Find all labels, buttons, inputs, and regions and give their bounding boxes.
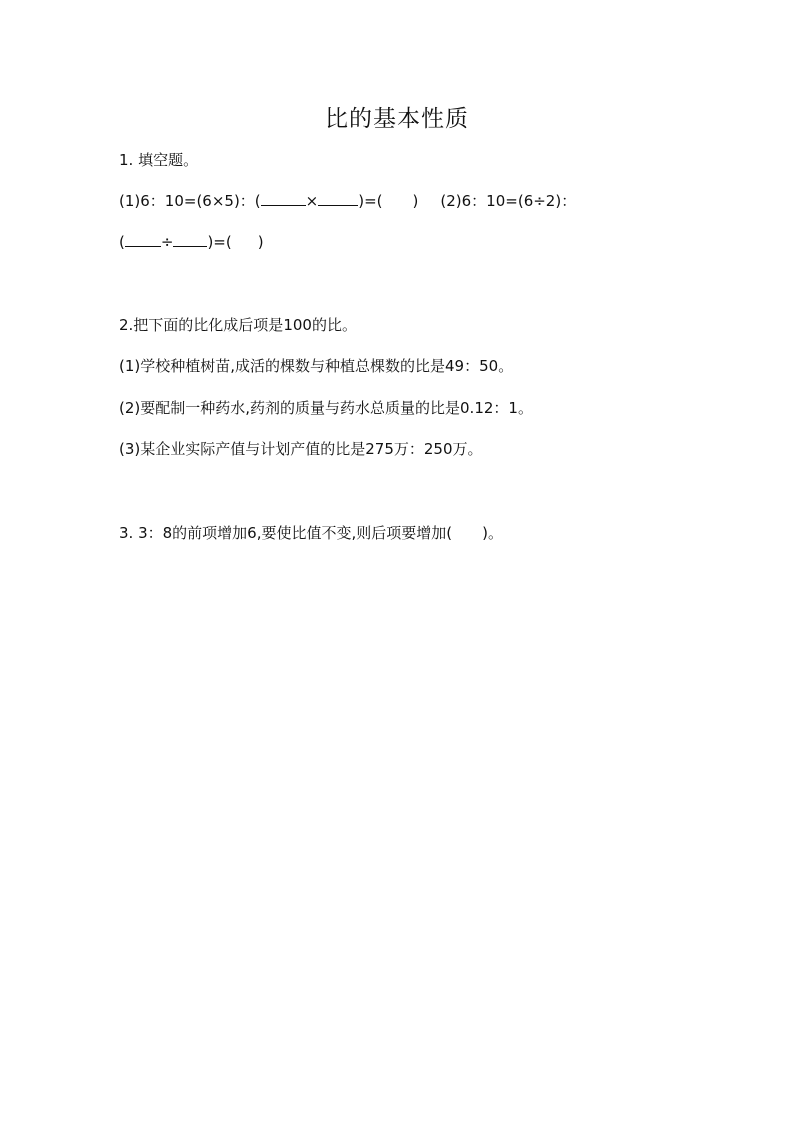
question-3 bbox=[119, 523, 503, 543]
question-2-item-2: (2)要配制一种药水,药剂的质量与药水总质量的比是0.12：1。 bbox=[119, 399, 533, 417]
question-1-heading: 1. 填空题。 bbox=[119, 151, 199, 169]
q1-line1-segment-e: (2)6：10=(6÷2)： bbox=[440, 192, 577, 210]
question-2-heading: 2.把下面的比化成后项是100的比。 bbox=[119, 316, 357, 334]
answer-blank[interactable] bbox=[173, 232, 207, 247]
q1-line2-segment-a: ( bbox=[119, 233, 125, 251]
q1-line1-segment-c: )=( bbox=[358, 192, 383, 210]
question-2-item-1: (1)学校种植树苗,成活的棵数与种植总棵数的比是49：50。 bbox=[119, 357, 514, 375]
q1-line2-divide: ÷ bbox=[160, 233, 174, 251]
question-1-line-2 bbox=[119, 232, 264, 252]
page-title: 比的基本性质 bbox=[325, 106, 469, 132]
q3-text-b: )。 bbox=[482, 524, 503, 542]
q1-line1-segment-d: ) bbox=[412, 192, 419, 210]
q1-line2-segment-c: )=( bbox=[207, 233, 232, 251]
q1-line1-segment-a: (1)6：10=(6×5)：( bbox=[119, 192, 261, 210]
answer-blank[interactable] bbox=[261, 191, 306, 206]
question-1-line-1 bbox=[119, 191, 576, 211]
answer-blank[interactable] bbox=[318, 191, 358, 206]
answer-blank[interactable] bbox=[125, 232, 161, 247]
q1-line1-times: × bbox=[305, 192, 319, 210]
q3-text-a: 3. 3：8的前项增加6,要使比值不变,则后项要增加( bbox=[119, 524, 453, 542]
question-2-item-3: (3)某企业实际产值与计划产值的比是275万：250万。 bbox=[119, 440, 483, 458]
q1-line2-segment-d: ) bbox=[257, 233, 264, 251]
